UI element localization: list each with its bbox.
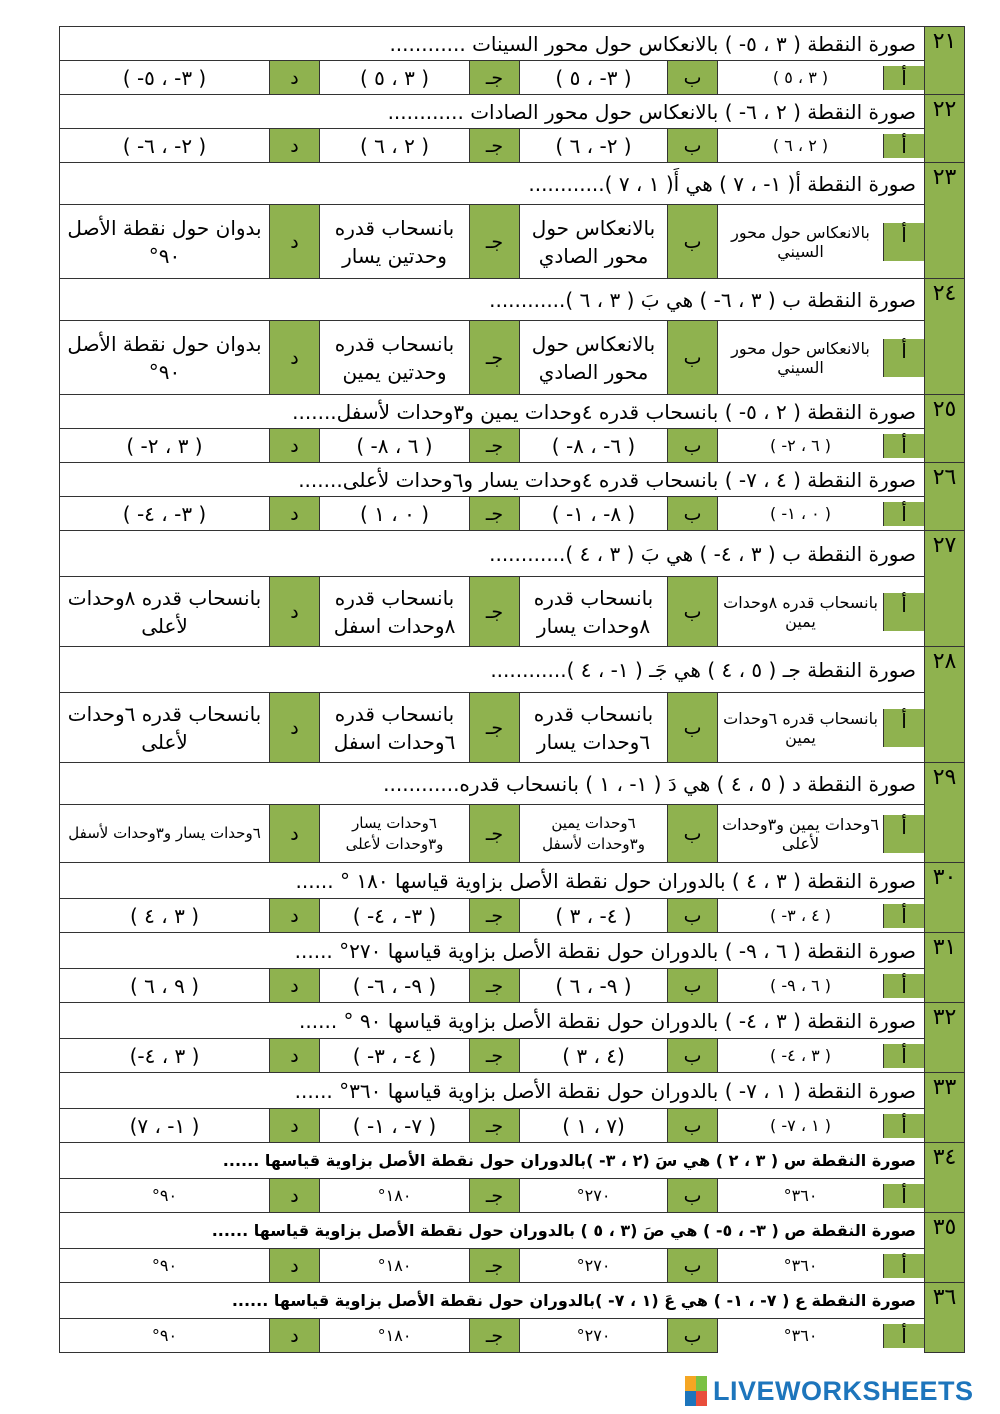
answer-option[interactable]: ( ١- ، ٧) (60, 1109, 270, 1143)
answer-option[interactable]: ( ٢- ، ٦ ) (520, 129, 668, 163)
options-row (60, 899, 965, 933)
option-letter: د (270, 899, 320, 933)
option-letter: د (270, 1179, 320, 1213)
question-row (60, 1283, 965, 1319)
options-row (60, 969, 965, 1003)
option-letter: د (270, 61, 320, 95)
question-row (60, 95, 965, 129)
answer-option[interactable]: ( ٦ ، ٨- ) (320, 429, 470, 463)
options-row (60, 805, 965, 863)
question-text: صورة النقطة ( ٦ ، ٩- ) بالدوران حول نقطة الأصل بزاوية قياسها ٢٧٠° ...... (60, 933, 925, 969)
question-row (60, 395, 965, 429)
option-letter: جـ (470, 61, 520, 95)
liveworksheets-logo (685, 1372, 995, 1410)
options-row (60, 577, 965, 647)
option-letter: د (270, 805, 320, 863)
option-letter: أ (883, 1114, 924, 1138)
first-option-group (718, 429, 925, 463)
first-option-group (718, 205, 925, 279)
option-letter: أ (883, 502, 924, 526)
option-letter: د (270, 205, 320, 279)
question-number: ٣٢ (925, 1003, 965, 1073)
question-row (60, 463, 965, 497)
answer-option[interactable]: بالانعكاس حول محور السيني (731, 222, 870, 261)
option-letter: د (270, 1319, 320, 1353)
option-letter: ب (668, 1249, 718, 1283)
answer-option[interactable]: ٩٠° (60, 1249, 270, 1283)
answer-option[interactable]: بانسحاب قدره ٦وحدات يسار (520, 693, 668, 763)
answer-option[interactable]: ( ٣ ، ٥ ) (772, 68, 829, 87)
question-row (60, 531, 965, 577)
answer-option[interactable]: ( ٤- ، ٣- ) (320, 1039, 470, 1073)
answer-option[interactable]: ٣٦٠° (783, 1186, 818, 1205)
question-row (60, 279, 965, 321)
question-row (60, 163, 965, 205)
answer-option[interactable]: ٦وحدات يمين و٣وحدات لأعلى (722, 814, 879, 853)
options-row (60, 205, 965, 279)
options-row (60, 429, 965, 463)
option-letter: جـ (470, 129, 520, 163)
first-option-group (718, 321, 925, 395)
question-row (60, 647, 965, 693)
question-number: ٢٥ (925, 395, 965, 463)
answer-option[interactable]: بانسحاب قدره ٨وحدات لأعلى (60, 577, 270, 647)
question-number: ٢٣ (925, 163, 965, 279)
answer-option[interactable]: بدوان حول نقطة الأصل ٩٠° (60, 205, 270, 279)
question-row (60, 763, 965, 805)
logo-text: LIVEWORKSHEETS (713, 1375, 974, 1406)
options-row (60, 1319, 965, 1353)
question-text: صورة النقطة أ( ١- ، ٧ ) هي أَ( ١ ، ٧ )............ (60, 163, 925, 205)
first-option-group (718, 1249, 925, 1283)
option-letter: د (270, 693, 320, 763)
option-letter: ب (668, 205, 718, 279)
question-text: صورة النقطة ب ( ٣ ، ٤- ) هي بَ ( ٣ ، ٤ )............ (60, 531, 925, 577)
option-letter: جـ (470, 577, 520, 647)
answer-option[interactable]: ( ٢ ، ٦ ) (772, 136, 829, 155)
option-letter: أ (883, 66, 924, 90)
answer-option[interactable]: ٦وحدات يسار و٣وحدات لأسفل (60, 805, 270, 863)
question-text: صورة النقطة ( ٣ ، ٤ ) بالدوران حول نقطة الأصل بزاوية قياسها ١٨٠ ° ...... (60, 863, 925, 899)
question-number: ٢٧ (925, 531, 965, 647)
answer-option[interactable]: بانسحاب قدره وحدتين يسار (320, 205, 470, 279)
answer-option[interactable]: ١٨٠° (320, 1249, 470, 1283)
answer-option[interactable]: (٧ ، ١ ) (520, 1109, 668, 1143)
question-text: صورة النقطة ( ٢ ، ٥- ) بانسحاب قدره ٤وحدات يمين و٣وحدات لأسفل....... (60, 395, 925, 429)
option-letter: أ (883, 1044, 924, 1068)
answer-option[interactable]: ( ٣ ، ٢- ) (60, 429, 270, 463)
question-text: صورة النقطة جـ ( ٥ ، ٤ ) هي جَـ ( ١- ، ٤ )............ (60, 647, 925, 693)
answer-option[interactable]: ١٨٠° (320, 1319, 470, 1353)
answer-option[interactable]: بدوان حول نقطة الأصل ٩٠° (60, 321, 270, 395)
answer-option[interactable]: بالانعكاس حول محور الصادي (520, 205, 668, 279)
question-number: ٣٠ (925, 863, 965, 933)
question-row (60, 863, 965, 899)
question-number: ٢٩ (925, 763, 965, 863)
first-option-group (718, 1039, 925, 1073)
option-letter: أ (883, 904, 924, 928)
answer-option[interactable]: بانسحاب قدره ٦وحدات لأعلى (60, 693, 270, 763)
answer-option[interactable]: ( ١ ، ٧- ) (770, 1116, 831, 1135)
answer-option[interactable]: ( ٣ ، ٥ ) (320, 61, 470, 95)
question-number: ٢٢ (925, 95, 965, 163)
answer-option[interactable]: ٢٧٠° (520, 1249, 668, 1283)
option-letter: أ (883, 434, 924, 458)
answer-option[interactable]: بانسحاب قدره وحدتين يمين (320, 321, 470, 395)
option-letter: جـ (470, 1179, 520, 1213)
answer-option[interactable]: بانسحاب قدره ٦وحدات يمين (723, 708, 878, 747)
answer-option[interactable]: ( ٦- ، ٨- ) (520, 429, 668, 463)
answer-option[interactable]: ( ٩- ، ٦ ) (520, 969, 668, 1003)
question-text: صورة النقطة س ( ٣ ، ٢ ) هي سَ (٢ ، ٣- )بالدوران حول نقطة الأصل بزاوية قياسها ...... (60, 1143, 925, 1179)
option-letter: ب (668, 805, 718, 863)
option-letter: ب (668, 1179, 718, 1213)
option-letter: د (270, 429, 320, 463)
option-letter: أ (883, 223, 924, 261)
options-row (60, 1179, 965, 1213)
question-number: ٣٥ (925, 1213, 965, 1283)
option-letter: جـ (470, 899, 520, 933)
question-text: صورة النقطة ( ٣ ، ٥- ) بالانعكاس حول محور السينات ............ (60, 27, 925, 61)
option-letter: ب (668, 899, 718, 933)
option-letter: ب (668, 693, 718, 763)
option-letter: أ (883, 339, 924, 377)
first-option-group (718, 1179, 925, 1213)
answer-option[interactable]: ( ٨- ، ١- ) (520, 497, 668, 531)
options-row (60, 321, 965, 395)
first-option-group (718, 577, 925, 647)
question-text: صورة النقطة ب ( ٣ ، ٦- ) هي بَ ( ٣ ، ٦ )............ (60, 279, 925, 321)
question-row (60, 1003, 965, 1039)
answer-option[interactable]: ( ٣- ، ٤- ) (320, 899, 470, 933)
answer-option[interactable]: ( ٠ ، ١- ) (770, 504, 831, 523)
answer-option[interactable]: ( ٧- ، ١- ) (320, 1109, 470, 1143)
answer-option[interactable]: ( ٢ ، ٦ ) (320, 129, 470, 163)
option-letter: أ (883, 709, 924, 747)
question-number: ٣٣ (925, 1073, 965, 1143)
option-letter: جـ (470, 205, 520, 279)
question-text: صورة النقطة ( ٢ ، ٦- ) بالانعكاس حول محور الصادات ............ (60, 95, 925, 129)
options-row (60, 693, 965, 763)
answer-option[interactable]: ٣٦٠° (783, 1256, 818, 1275)
answer-option[interactable]: ( ٢- ، ٦- ) (60, 129, 270, 163)
logo-square-icon (685, 1376, 696, 1391)
answer-option[interactable]: ( ٩ ، ٦ ) (60, 969, 270, 1003)
option-letter: جـ (470, 693, 520, 763)
answer-option[interactable]: ٦وحدات يسار و٣وحدات لأعلى (320, 805, 470, 863)
question-number: ٢٨ (925, 647, 965, 763)
answer-option[interactable]: ٣٦٠° (783, 1326, 818, 1346)
question-number: ٣١ (925, 933, 965, 1003)
option-letter: جـ (470, 1319, 520, 1353)
question-text: صورة النقطة ع ( ٧- ، ١- ) هي عَ (١ ، ٧- )بالدوران حول نقطة الأصل بزاوية قياسها ...... (60, 1283, 925, 1319)
question-number: ٢٦ (925, 463, 965, 531)
option-letter: أ (883, 815, 924, 853)
option-letter: ب (668, 1319, 718, 1353)
options-row (60, 61, 965, 95)
option-letter: ب (668, 129, 718, 163)
option-letter: أ (883, 1254, 924, 1278)
answer-option[interactable]: ( ٣ ، ٤-) (60, 1039, 270, 1073)
option-letter: جـ (470, 1109, 520, 1143)
option-letter: أ (883, 593, 924, 631)
question-row (60, 1213, 965, 1249)
answer-option[interactable]: ١٨٠° (320, 1179, 470, 1213)
answer-option[interactable]: ( ٦ ، ٢- ) (770, 436, 831, 455)
first-option-group (718, 805, 925, 863)
answer-option[interactable]: ٢٧٠° (520, 1179, 668, 1213)
answer-option[interactable]: بالانعكاس حول محور السيني (731, 338, 870, 377)
options-row (60, 129, 965, 163)
question-number: ٣٤ (925, 1143, 965, 1213)
option-letter: ب (668, 61, 718, 95)
option-letter: أ (883, 974, 924, 998)
option-letter: د (270, 969, 320, 1003)
answer-option[interactable]: ( ٣- ، ٤- ) (60, 497, 270, 531)
option-letter: جـ (470, 1039, 520, 1073)
answer-option[interactable]: بانسحاب قدره ٨وحدات اسفل (320, 577, 470, 647)
question-text: صورة النقطة ( ٣ ، ٤- ) بالدوران حول نقطة الأصل بزاوية قياسها ٩٠ ° ...... (60, 1003, 925, 1039)
first-option-group (718, 693, 925, 763)
answer-option[interactable]: ( ٤ ، ٣- ) (770, 906, 831, 925)
worksheet (59, 26, 964, 1398)
option-letter: د (270, 497, 320, 531)
question-number: ٢٤ (925, 279, 965, 395)
answer-option[interactable]: ( ٤- ، ٣ ) (520, 899, 668, 933)
first-option-group (718, 497, 925, 531)
answer-option[interactable]: (٤ ، ٣ ) (520, 1039, 668, 1073)
answer-option[interactable]: ٩٠° (60, 1179, 270, 1213)
logo-square-icon (685, 1391, 696, 1406)
first-option-group (718, 61, 925, 95)
option-letter: ب (668, 1109, 718, 1143)
option-letter: أ (883, 1324, 924, 1348)
first-option-group (718, 969, 925, 1003)
question-row (60, 27, 965, 61)
option-letter: جـ (470, 969, 520, 1003)
answer-option[interactable]: ( ٣ ، ٤ ) (60, 899, 270, 933)
option-letter: جـ (470, 429, 520, 463)
option-letter: جـ (470, 805, 520, 863)
question-number: ٢١ (925, 27, 965, 95)
option-letter: ب (668, 1039, 718, 1073)
question-row (60, 933, 965, 969)
answer-option[interactable]: ( ٩- ، ٦- ) (320, 969, 470, 1003)
option-letter: جـ (470, 1249, 520, 1283)
logo-mark-icon (685, 1376, 707, 1406)
answer-option[interactable]: ( ٣- ، ٥- ) (60, 61, 270, 95)
option-letter: د (270, 321, 320, 395)
options-row (60, 1249, 965, 1283)
option-letter: أ (883, 134, 924, 158)
question-number: ٣٦ (925, 1283, 965, 1353)
answer-option[interactable]: ( ٠ ، ١ ) (320, 497, 470, 531)
answer-option[interactable]: ( ٣- ، ٥ ) (520, 61, 668, 95)
first-option-group (718, 129, 925, 163)
logo-square-icon (696, 1376, 707, 1391)
answer-option[interactable]: ٦وحدات يمين و٣وحدات لأسفل (520, 805, 668, 863)
answer-option[interactable]: ( ٣ ، ٤- ) (770, 1046, 831, 1065)
option-letter: جـ (470, 497, 520, 531)
option-letter: ب (668, 429, 718, 463)
option-letter: د (270, 1249, 320, 1283)
question-text: صورة النقطة د ( ٥ ، ٤ ) هي دَ ( ١- ، ١ ) بانسحاب قدره............ (60, 763, 925, 805)
question-text: صورة النقطة ص ( ٣- ، ٥- ) هي صَ (٣ ، ٥ ) بالدوران حول نقطة الأصل بزاوية قياسها ...... (60, 1213, 925, 1249)
option-letter: جـ (470, 321, 520, 395)
option-letter: أ (883, 1184, 924, 1208)
option-letter: ب (668, 497, 718, 531)
first-option-group (718, 1319, 925, 1353)
option-letter: ب (668, 969, 718, 1003)
options-row (60, 1109, 965, 1143)
answer-option[interactable]: ( ٦ ، ٩- ) (770, 976, 831, 995)
logo-square-icon (696, 1391, 707, 1406)
answer-option[interactable]: بانسحاب قدره ٨وحدات يسار (520, 577, 668, 647)
answer-option[interactable]: ٢٧٠° (520, 1319, 668, 1353)
question-text: صورة النقطة ( ٤ ، ٧- ) بانسحاب قدره ٤وحدات يسار و٦وحدات لأعلى....... (60, 463, 925, 497)
option-letter: د (270, 1039, 320, 1073)
question-row (60, 1143, 965, 1179)
answer-option[interactable]: بانسحاب قدره ٨وحدات يمين (723, 592, 878, 631)
option-letter: د (270, 577, 320, 647)
first-option-group (718, 899, 925, 933)
quiz-table (59, 26, 965, 1353)
question-text: صورة النقطة ( ١ ، ٧- ) بالدوران حول نقطة الأصل بزاوية قياسها ٣٦٠° ...... (60, 1073, 925, 1109)
options-row (60, 1039, 965, 1073)
option-letter: د (270, 1109, 320, 1143)
first-option-group (718, 1109, 925, 1143)
question-row (60, 1073, 965, 1109)
option-letter: د (270, 129, 320, 163)
option-letter: ب (668, 577, 718, 647)
options-row (60, 497, 965, 531)
answer-option[interactable]: بانسحاب قدره ٦وحدات اسفل (320, 693, 470, 763)
option-letter: ب (668, 321, 718, 395)
answer-option[interactable]: ٩٠° (60, 1319, 270, 1353)
answer-option[interactable]: بالانعكاس حول محور الصادي (520, 321, 668, 395)
